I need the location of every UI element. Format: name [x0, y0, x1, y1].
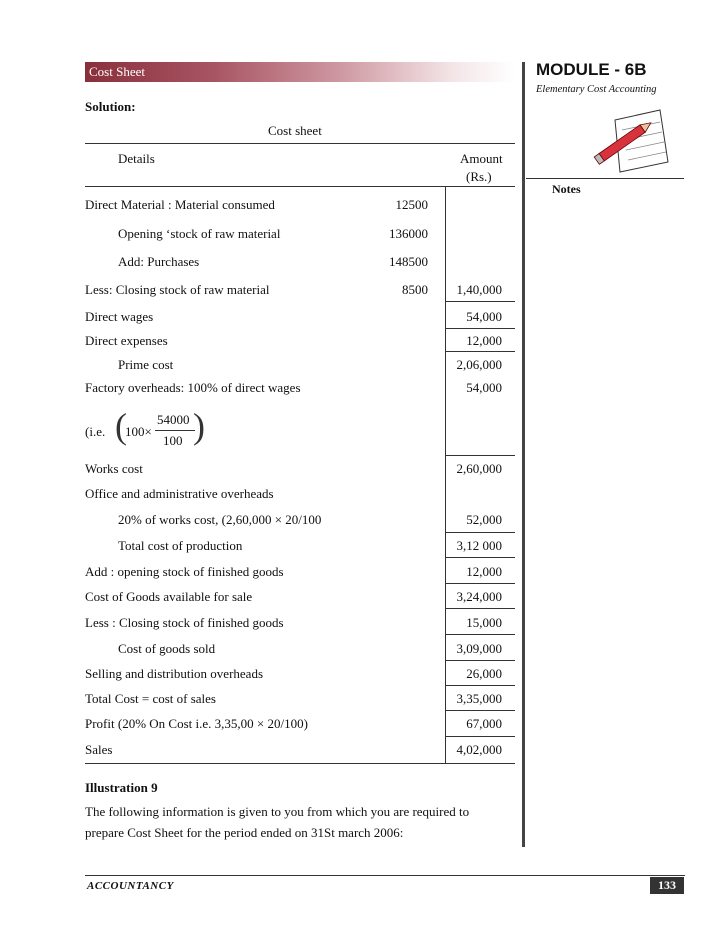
row-label: Add : opening stock of finished goods: [85, 564, 284, 579]
row-label: Direct expenses: [85, 333, 168, 348]
row-label: Cost of goods sold: [118, 641, 216, 656]
row-amount: 54,000: [466, 309, 502, 324]
row-label: Office and administrative overheads: [85, 486, 274, 501]
footer-rule: [85, 875, 685, 876]
row-label: Selling and distribution overheads: [85, 666, 264, 681]
row-amount: 26,000: [466, 666, 502, 681]
illustration-text-line: prepare Cost Sheet for the period ended on 31St march 2006:: [85, 825, 404, 840]
formula-prefix: (i.e.: [85, 424, 106, 439]
row-label: Add: Purchases: [118, 254, 200, 269]
table-title: Cost sheet: [268, 123, 322, 138]
footer-subject: ACCOUNTANCY: [87, 880, 174, 892]
module-subtitle: Elementary Cost Accounting: [536, 84, 657, 95]
formula-multiplier: 100×: [125, 424, 152, 439]
amount-rule: [445, 557, 515, 558]
table-header-rule: [85, 186, 515, 187]
formula-numerator: 54000: [157, 412, 190, 427]
row-amount: 3,09,000: [456, 641, 502, 656]
row-sub: 148500: [389, 254, 428, 269]
amount-rule: [445, 301, 515, 302]
row-label: Direct Material : Material consumed: [85, 197, 275, 212]
amount-rule: [445, 710, 515, 711]
amount-rule: [445, 583, 515, 584]
row-amount: 15,000: [466, 615, 502, 630]
row-amount: 3,24,000: [456, 589, 502, 604]
amount-rule: [445, 455, 515, 456]
col-header-amount: Amount: [460, 151, 503, 166]
col-header-amount-unit: (Rs.): [466, 169, 492, 184]
row-label: 20% of works cost, (2,60,000 × 20/100: [118, 512, 322, 527]
row-label: Cost of Goods available for sale: [85, 589, 253, 604]
illustration-text-line: The following information is given to you from which you are required to: [85, 804, 470, 819]
row-amount: 4,02,000: [456, 742, 502, 757]
row-amount: 67,000: [466, 716, 502, 731]
row-label: Total Cost = cost of sales: [85, 691, 216, 706]
row-label: Less : Closing stock of finished goods: [85, 615, 284, 630]
formula-denominator: 100: [163, 433, 183, 448]
pencil-notepad-icon: [590, 100, 670, 180]
amount-rule: [445, 660, 515, 661]
row-amount: 3,12 000: [456, 538, 502, 553]
row-amount: 12,000: [466, 564, 502, 579]
row-label: Profit (20% On Cost i.e. 3,35,00 × 20/100): [85, 716, 308, 731]
row-amount: 2,60,000: [456, 461, 502, 476]
section-header-bar: [85, 62, 515, 82]
row-label: Works cost: [85, 461, 143, 476]
notes-label: Notes: [552, 182, 581, 196]
col-header-details: Details: [118, 151, 155, 166]
row-label: Factory overheads: 100% of direct wages: [85, 380, 301, 395]
row-amount: 54,000: [466, 380, 502, 395]
row-label: Prime cost: [118, 357, 174, 372]
page-number: 133: [650, 877, 684, 894]
row-label: Total cost of production: [118, 538, 243, 553]
row-label: Less: Closing stock of raw material: [85, 282, 270, 297]
amount-rule: [445, 351, 515, 352]
row-amount: 3,35,000: [456, 691, 502, 706]
amount-rule: [445, 634, 515, 635]
notes-rule: [526, 178, 684, 179]
amount-rule: [445, 685, 515, 686]
row-sub: 8500: [402, 282, 428, 297]
row-amount: 2,06,000: [456, 357, 502, 372]
solution-label: Solution:: [85, 99, 136, 114]
row-label: Opening ‘stock of raw material: [118, 226, 281, 241]
row-sub: 12500: [395, 197, 428, 212]
amount-rule: [445, 532, 515, 533]
row-label: Sales: [85, 742, 113, 757]
formula-left-paren: (: [115, 406, 127, 446]
row-amount: 12,000: [466, 333, 502, 348]
margin-divider: [522, 62, 525, 847]
illustration-title: Illustration 9: [85, 780, 158, 795]
formula-right-paren: ): [193, 406, 205, 446]
amount-rule: [445, 328, 515, 329]
table-top-rule: [85, 143, 515, 144]
row-amount: 52,000: [466, 512, 502, 527]
row-sub: 136000: [389, 226, 428, 241]
fraction-bar: [155, 430, 195, 431]
row-amount: 1,40,000: [456, 282, 502, 297]
section-title: Cost Sheet: [89, 64, 145, 79]
module-title: MODULE - 6B: [536, 60, 647, 79]
table-bottom-rule: [85, 763, 515, 764]
row-label: Direct wages: [85, 309, 154, 324]
amount-rule: [445, 608, 515, 609]
amount-rule: [445, 736, 515, 737]
